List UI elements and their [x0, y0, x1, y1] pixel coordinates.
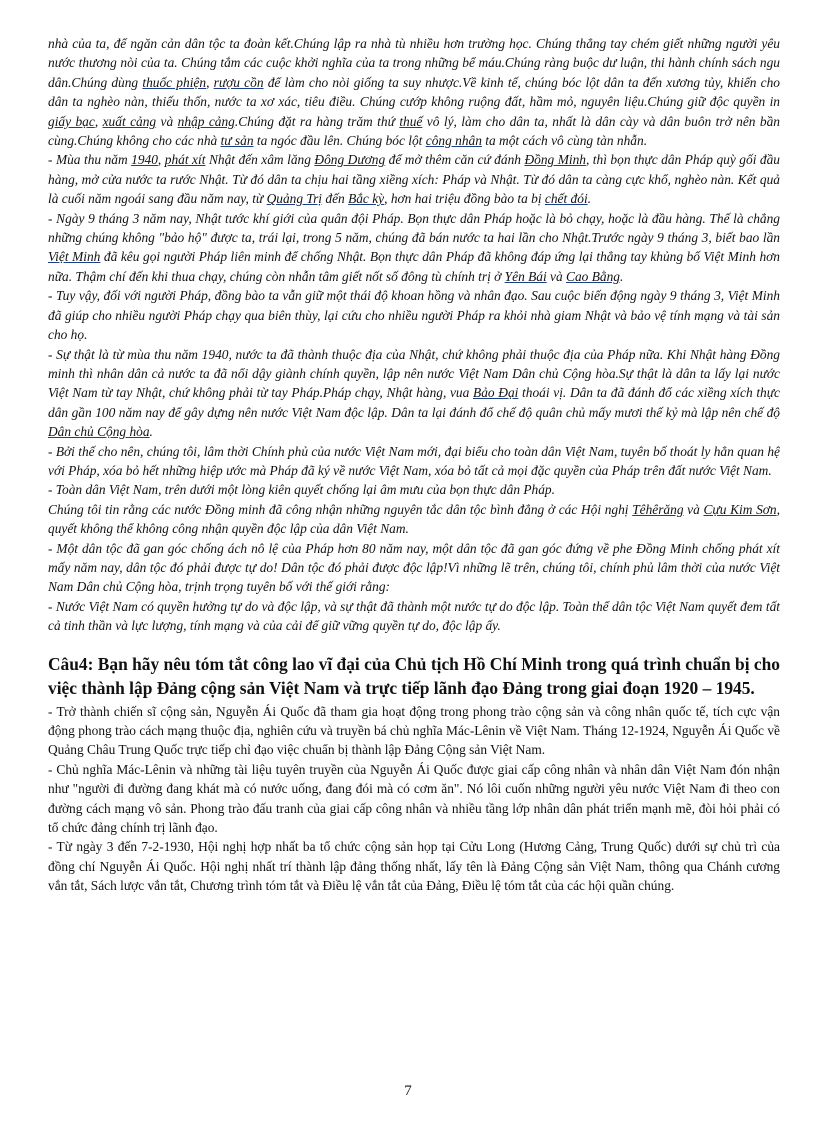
declaration-excerpt	[48, 34, 780, 636]
term-link[interactable]: Bắc kỳ	[348, 191, 385, 207]
term-link[interactable]: rượu cồn	[213, 74, 264, 90]
paragraph-text: - Toàn dân Việt Nam, trên dưới một lòng kiên quyết chống lại âm mưu của bọn thực dân Pháp.	[48, 482, 555, 498]
paragraph-text: vô lý, làm cho dân ta, nhất là dân cày và dân buôn trở nên bần cùng.Chúng không cho các nhà	[48, 113, 780, 149]
term-link[interactable]: Dân chủ Cộng hòa	[48, 424, 150, 440]
declaration-paragraph	[48, 286, 780, 344]
declaration-paragraph	[48, 34, 780, 150]
term-link[interactable]: phát xít	[164, 152, 206, 168]
paragraph-text: , thì bọn thực dân Pháp quỳ gối đầu hàng, mở cửa nước ta rước Nhật. Từ đó dân ta chịu hai tầng xiềng xích: Pháp và Nhật. Từ đó dân ta càng cực khổ, nghèo nàn. Kết quả là cuối năm ngoái sang đầu năm nay, từ	[48, 152, 780, 207]
term-link[interactable]: Cao Bằng	[566, 268, 620, 284]
term-link[interactable]: Cựu Kim Sơn	[703, 501, 777, 517]
declaration-paragraph	[48, 480, 780, 499]
document-page	[48, 34, 780, 896]
declaration-paragraph	[48, 442, 780, 481]
paragraph-text: ,	[206, 74, 214, 90]
paragraph-text: để làm cho nòi giống ta suy nhược.Về kinh tế, chúng bóc lột dân ta đến xương tủy, khiến cho dân ta nghèo nàn, thiếu thốn, nước ta xơ xác, tiêu điều. Chúng cướp không ruộng đất, hầm mỏ, nguyên liệu.Chúng giữ độc quyền in	[48, 74, 781, 110]
paragraph-text: và	[683, 501, 704, 517]
answer-paragraph: - Chủ nghĩa Mác-Lênin và những tài liệu tuyên truyền của Nguyễn Ái Quốc được giai cấp công nhân và nhân dân Việt Nam đón nhận như "người đi đường đang khát mà có nước uống, đang đói mà có cơm ăn". Nó lôi cuốn những người yêu nước Việt Nam đi theo con đường cách mạng vô sản. Phong trào đấu tranh của giai cấp công nhân và nhiều tầng lớp nhân dân phát triển mạnh mẽ, đòi hỏi phải có tổ chức đảng chính trị lãnh đạo.	[48, 761, 780, 836]
page-number: 7	[404, 1083, 412, 1099]
paragraph-text: .	[587, 191, 592, 207]
declaration-paragraph	[48, 150, 780, 208]
term-link[interactable]: thuốc phiện	[142, 74, 207, 90]
paragraph-text: - Bởi thế cho nên, chúng tôi, lâm thời Chính phủ của nước Việt Nam mới, đại biểu cho toàn dân Việt Nam, tuyên bố thoát ly hẳn quan hệ với Pháp, xóa bỏ hết những hiệp ước mà Pháp đã ký về nước Việt Nam, xóa bỏ tất cả mọi đặc quyền của Pháp trên đất nước Việt Nam.	[48, 443, 780, 478]
term-link[interactable]: thuế	[399, 113, 423, 129]
paragraph-text: và	[156, 113, 178, 129]
term-link[interactable]: Yên Bái	[504, 268, 547, 284]
paragraph-text: ,	[94, 113, 103, 129]
paragraph-text: .	[619, 268, 624, 284]
term-link[interactable]: 1940	[131, 152, 158, 168]
paragraph-text: , hơn hai triệu đồng bào ta bị	[384, 191, 545, 207]
term-link[interactable]: Quảng Trị	[266, 191, 323, 207]
paragraph-text: .	[149, 424, 153, 440]
paragraph-text: ,	[157, 152, 165, 168]
declaration-paragraph	[48, 539, 780, 597]
paragraph-text: đến	[322, 191, 349, 207]
paragraph-text: - Một dân tộc đã gan góc chống ách nô lệ của Pháp hơn 80 năm nay, một dân tộc đã gan góc đứng về phe Đồng Minh chống phát xít mấy năm nay, dân tộc đó phải được tự do! Dân tộc đó phải được độc lập!Vì những lẽ trên, chúng tôi, chính phủ lâm thời của nước Việt Nam Dân chủ Cộng hòa, trịnh trọng tuyên bố với thế giới rằng:	[48, 540, 780, 595]
declaration-paragraph	[48, 209, 780, 287]
paragraph-text: .Chúng đặt ra hàng trăm thứ	[234, 113, 400, 129]
paragraph-text: Nhật đến xâm lăng	[205, 152, 315, 168]
paragraph-text: , quyết không thể không công nhận quyền độc lập của dân Việt Nam.	[48, 501, 780, 537]
term-link[interactable]: Têhêrăng	[632, 501, 684, 517]
term-link[interactable]: giấy bạc	[48, 113, 95, 129]
term-link[interactable]: Đông Dương	[314, 152, 386, 168]
term-link[interactable]: nhập cảng	[177, 113, 235, 129]
declaration-paragraph	[48, 597, 780, 636]
answer-paragraph: - Trở thành chiến sĩ cộng sản, Nguyễn Ái Quốc đã tham gia hoạt động trong phong trào cộng sản và công nhân quốc tế, tích cực vận động phong trào cách mạng thuộc địa, nghiên cứu và truyền bá chủ nghĩa Mác-Lênin về Việt Nam. Tháng 12-1924, Nguyễn Ái Quốc về Quảng Châu Trung Quốc trực tiếp chỉ đạo việc chuẩn bị thành lập Đảng Cộng sản Việt Nam.	[48, 703, 780, 758]
declaration-paragraph	[48, 345, 780, 442]
question4-heading: Câu4: Bạn hãy nêu tóm tắt công lao vĩ đại của Chủ tịch Hồ Chí Minh trong quá trình chuẩn bị cho việc thành lập Đảng cộng sản Việt Nam và trực tiếp lãnh đạo Đảng trong giai đoạn 1920 – 1945.	[48, 653, 780, 698]
term-link[interactable]: Đồng Minh	[524, 152, 586, 168]
paragraph-text: và	[546, 268, 567, 284]
paragraph-text: thoái vị. Dân ta đã đánh đổ các xiềng xích thực dân gần 100 năm nay để gây dựng nên nước Việt Nam độc lập. Dân ta lại đánh đổ chế độ quân chủ mấy mươi thế kỷ mà lập nên chế độ	[48, 385, 780, 420]
paragraph-text: ta một cách vô cùng tàn nhẫn.	[481, 133, 648, 149]
term-link[interactable]: tư sản	[220, 133, 254, 149]
paragraph-text: Chúng tôi tin rằng các nước Đồng minh đã công nhận những nguyên tắc dân tộc bình đẳng ở các Hội nghị	[48, 501, 633, 517]
term-link[interactable]: Việt Minh	[48, 249, 101, 265]
term-link[interactable]: xuất cảng	[102, 113, 157, 129]
paragraph-text: - Sự thật là từ mùa thu năm 1940, nước ta đã thành thuộc địa của Nhật, chứ không phải thuộc địa của Pháp nữa. Khi Nhật hàng Đồng minh thì nhân dân cả nước ta đã nổi dậy giành chính quyền, lập nên nước Việt Nam Dân chủ Cộng hòa.Sự thật là dân ta lấy lại nước Việt Nam từ tay Nhật, chứ không phải từ tay Pháp.Pháp chạy, Nhật hàng, vua	[48, 346, 780, 401]
paragraph-text: - Nước Việt Nam có quyền hưởng tự do và độc lập, và sự thật đã thành một nước tự do độc lập. Toàn thể dân tộc Việt Nam quyết đem tất cả tinh thần và lực lượng, tính mạng và của cải để giữ vững quyền tự do, độc lập ấy.	[48, 598, 780, 634]
term-link[interactable]: Bảo Đại	[473, 385, 519, 401]
term-link[interactable]: công nhân	[425, 133, 482, 149]
paragraph-text: để mở thêm căn cứ đánh	[385, 152, 525, 168]
answer-paragraph: - Từ ngày 3 đến 7-2-1930, Hội nghị hợp nhất ba tổ chức cộng sản họp tại Cửu Long (Hương Cảng, Trung Quốc) dưới sự chủ trì của đồng chí Nguyễn Ái Quốc. Hội nghị nhất trí thành lập đảng thống nhất, lấy tên là Đảng Cộng sản Việt Nam, thông qua Chánh cương vắn tắt, Sách lược vắn tắt, Chương trình tóm tắt và Điều lệ vắn tắt của Đảng, Điều lệ tóm tắt của các hội quần chúng.	[48, 839, 780, 894]
paragraph-text: - Mùa thu năm	[48, 152, 132, 168]
paragraph-text: nhà của ta, để ngăn cản dân tộc ta đoàn kết.Chúng lập ra nhà tù nhiều hơn trường học. Chúng thẳng tay chém giết những người yêu nước thương nòi của ta. Chúng tắm các cuộc khởi nghĩa của ta trong những bể máu.Chúng ràng buộc dư luận, thi hành chính sách ngu dân.Chúng dùng	[48, 36, 780, 90]
paragraph-text: ta ngóc đầu lên. Chúng bóc lột	[253, 133, 426, 149]
term-link[interactable]: chết đói	[544, 191, 588, 207]
paragraph-text: đã kêu gọi người Pháp liên minh để chống Nhật. Bọn thực dân Pháp đã không đáp ứng lại thẳng tay khủng bố Việt Minh hơn nữa. Thậm chí đến khi thua chạy, chúng còn nhẫn tâm giết nốt số đông tù chính trị ở	[48, 249, 781, 284]
declaration-paragraph	[48, 500, 780, 539]
question4-answer	[48, 702, 780, 896]
paragraph-text: - Tuy vậy, đối với người Pháp, đồng bào ta vẫn giữ một thái độ khoan hồng và nhân đạo. Sau cuộc biến động ngày 9 tháng 3, Việt Minh đã giúp cho nhiều người Pháp chạy qua biên thùy, lại cứu cho nhiều người Pháp ra khỏi nhà giam Nhật và bảo vệ tính mạng và tài sản cho họ.	[48, 288, 780, 343]
paragraph-text: - Ngày 9 tháng 3 năm nay, Nhật tước khí giới của quân đội Pháp. Bọn thực dân Pháp hoặc là bỏ chạy, hoặc là đầu hàng. Thế là chẳng những chúng không "bảo hộ" được ta, trái lại, trong 5 năm, chúng đã bán nước ta hai lần cho Nhật.Trước ngày 9 tháng 3, biết bao lần	[48, 210, 780, 246]
